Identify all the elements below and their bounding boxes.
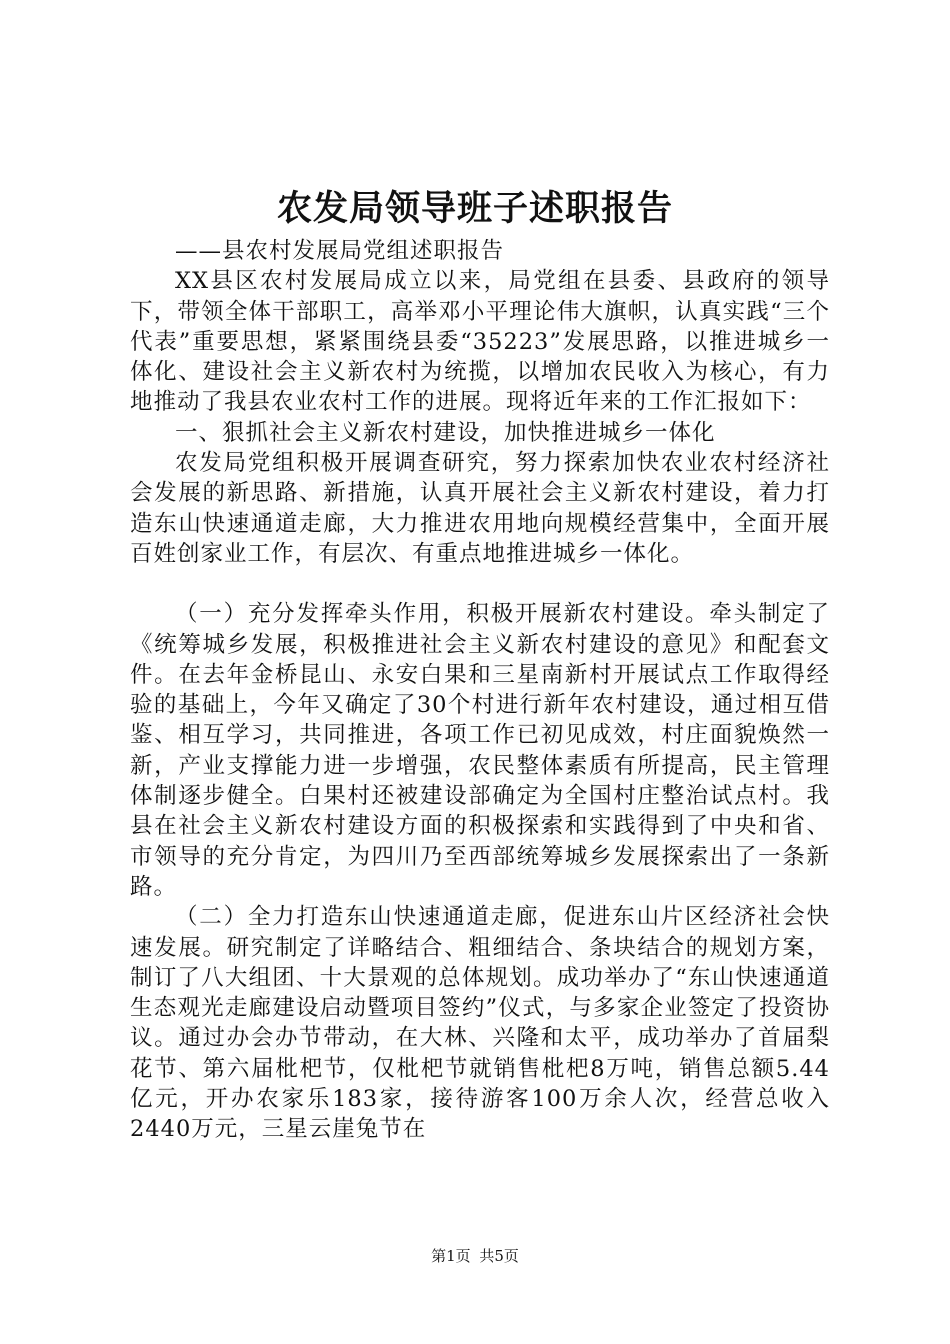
paragraph-subsection-1: （一）充分发挥牵头作用，积极开展新农村建设。牵头制定了《统筹城乡发展，积极推进社会主义新农村建设的意见》和配套文件。在去年金桥昆山、永安白果和三星南新村开展试点工作取得经验的基础上，今年又确定了30个村进行新年农村建设，通过相互借鉴、相互学习，共同推进，各项工作已初见成效，村庄面貌焕然一新，产业支撑能力进一步增强，农民整体素质有所提高，民主管理体制逐步健全。白果村还被建设部确定为全国村庄整治试点村。我县在社会主义新农村建设方面的积极探索和实践得到了中央和省、市领导的充分肯定，为四川乃至西部统筹城乡发展探索出了一条新路。 (130, 601, 830, 900)
paragraph-intro: XX县区农村发展局成立以来，局党组在县委、县政府的领导下，带领全体干部职工，高举邓小平理论伟大旗帜，认真实践“三个代表”重要思想，紧紧围绕县委“35223”发展思路，以推进城乡一体化、建设社会主义新农村为统揽，以增加农民收入为核心，有力地推动了我县农业农村工作的进展。现将近年来的工作汇报如下： (130, 268, 830, 416)
page-number: 第1页 (431, 1247, 471, 1265)
page-footer (0, 1246, 950, 1266)
paragraph-section-1-summary: 农发局党组积极开展调查研究，努力探索加快农业农村经济社会发展的新思路、新措施，认真开展社会主义新农村建设，着力打造东山快速通道走廊，大力推进农用地向规模经营集中，全面开展百姓创家业工作，有层次、有重点地推进城乡一体化。 (130, 450, 830, 567)
paragraph-subsection-2: （二）全力打造东山快速通道走廊，促进东山片区经济社会快速发展。研究制定了详略结合、粗细结合、条块结合的规划方案，制订了八大组团、十大景观的总体规划。成功举办了“东山快速通道生态观光走廊建设启动暨项目签约”仪式，与多家企业签定了投资协议。通过办会办节带动，在大林、兴隆和太平，成功举办了首届梨花节、第六届枇杷节，仅枇杷节就销售枇杷8万吨，销售总额5.44亿元，开办农家乐183家，接待游客100万余人次，经营总收入2440万元，三星云崖兔节在 (130, 904, 830, 1143)
document-body (130, 236, 830, 1145)
document-subtitle: ——县农村发展局党组述职报告 (175, 238, 505, 264)
document-title: 农发局领导班子述职报告 (276, 188, 673, 229)
page-total: 共5页 (479, 1247, 519, 1265)
section-heading-1: 一、狠抓社会主义新农村建设，加快推进城乡一体化 (175, 419, 716, 446)
